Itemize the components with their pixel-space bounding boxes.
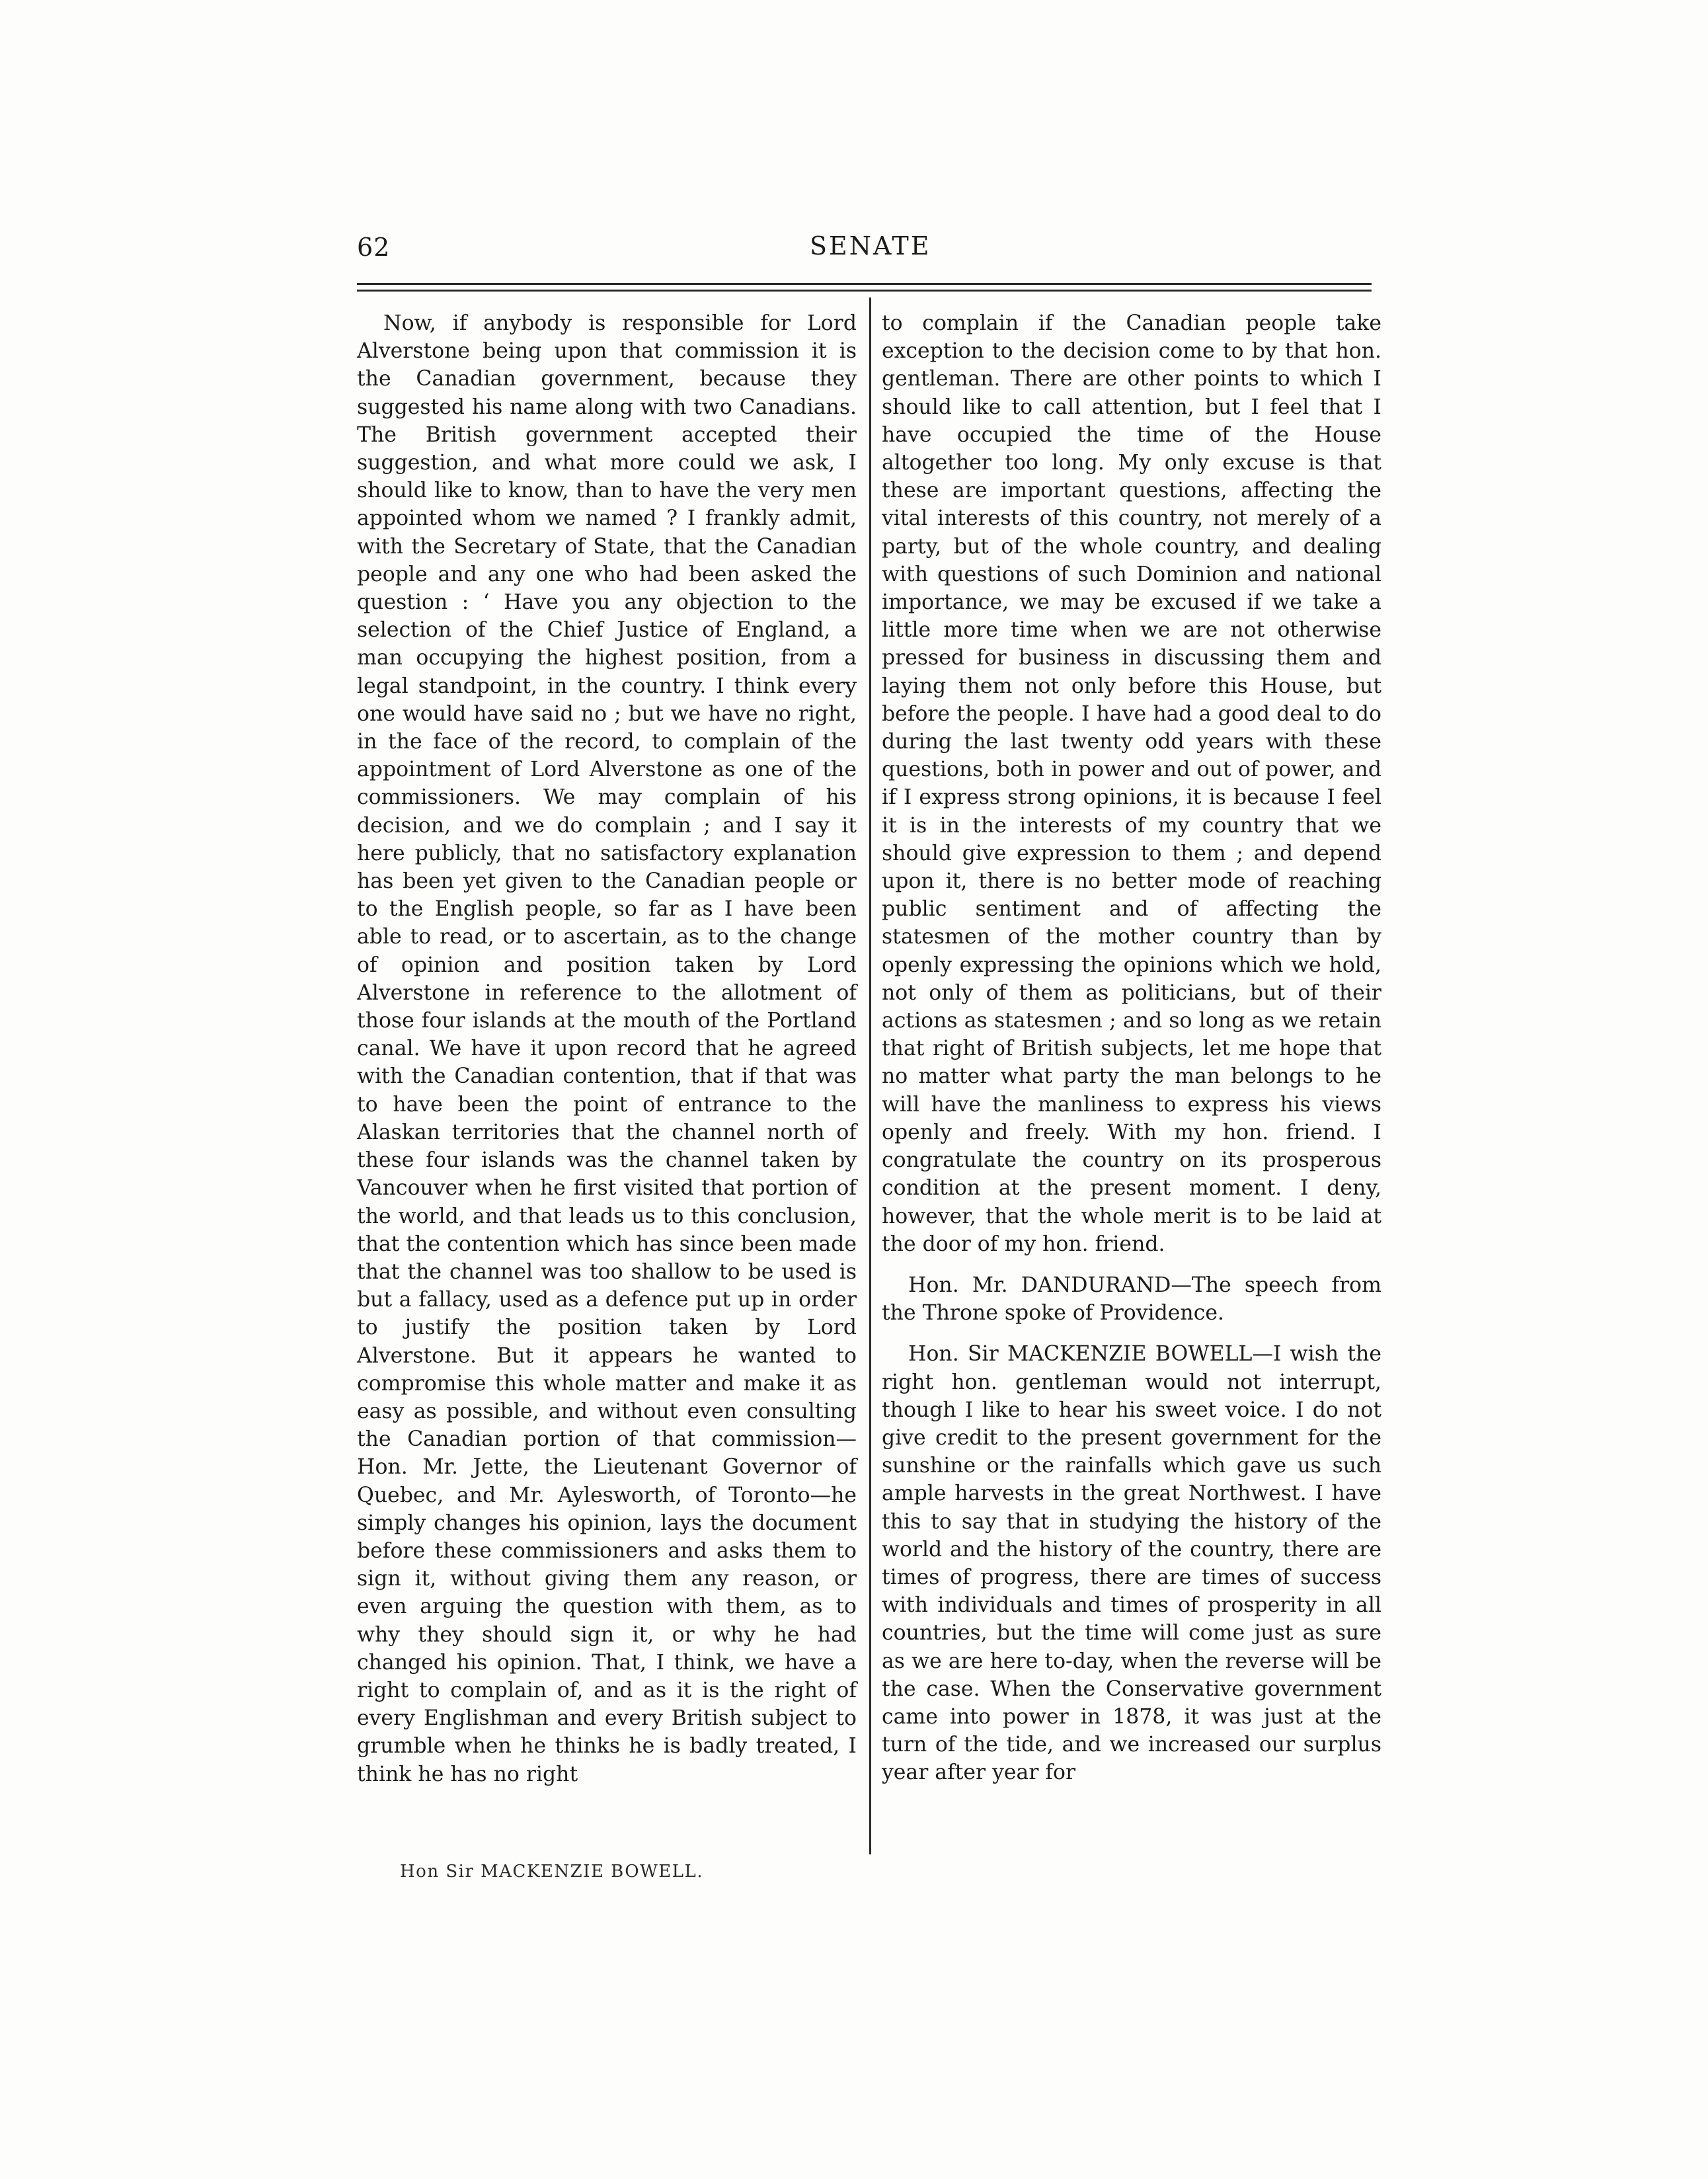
left-column	[357, 309, 857, 1788]
right-column-paragraph-bowell: Hon. Sir MACKENZIE BOWELL—I wish the right hon. gentleman would not interrupt, though I like to hear his sweet voice. I do not give credit to the present government for the sunshine or the rainfalls which gave us such ample harvests in the great Northwest. I have this to say that in studying the history of the world and the history of the country, there are times of progress, there are times of success with individuals and times of prosperity in all countries, but the time will come just as sure as we are here to-day, when the reverse will be the case. When the Conservative government came into power in 1878, it was just at the turn of the tide, and we increased our surplus year after year for	[882, 1342, 1381, 1785]
left-column-paragraph: Now, if anybody is responsible for Lord Alverstone being upon that commission it is the Canadian government, because they suggested his name along with two Canadians. The British government accepted their suggestion, and what more could we ask, I should like to know, than to have the very men appointed whom we named ? I frankly admit, with the Secretary of State, that the Canadian people and any one who had been asked the question : ‘ Have you any objection to the selection of the Chief Justice of England, a man occupying the highest position, from a legal standpoint, in the country. I think every one would have said no ; but we have no right, in the face of the record, to complain of the appointment of Lord Alverstone as one of the commissioners. We may complain of his decision, and we do complain ; and I say it here publicly, that no satisfactory explanation has been yet given to the Canadian people or to the English people, so far as I have been able to read, or to ascertain, as to the change of opinion and position taken by Lord Alverstone in reference to the allotment of those four islands at the mouth of the Portland canal. We have it upon record that he agreed with the Canadian contention, that if that was to have been the point of entrance to the Alaskan territories that the channel north of these four islands was the channel taken by Vancouver when he first visited that portion of the world, and that leads us to this conclusion, that the contention which has since been made that the channel was too shallow to be used is but a fallacy, used as a defence put up in order to justify the position taken by Lord Alverstone. But it appears he wanted to compromise this whole matter and make it as easy as possible, and without even consulting the Canadian portion of that commission—Hon. Mr. Jette, the Lieutenant Governor of Quebec, and Mr. Aylesworth, of Toronto—he simply changes his opinion, lays the document before these commissioners and asks them to sign it, without giving them any reason, or even arguing the question with them, as to why they should sign it, or why he had changed his opinion. That, I think, we have a right to complain of, and as it is the right of every Englishman and every British subject to grumble when he thinks he is badly treated, I think he has no right	[357, 311, 857, 1786]
page-number: 62	[357, 233, 391, 262]
running-head: SENATE	[810, 231, 931, 260]
footer-speaker: Hon Sir MACKENZIE BOWELL.	[400, 1862, 704, 1882]
right-column-paragraph-dandurand: Hon. Mr. DANDURAND—The speech from the Throne spoke of Providence.	[882, 1273, 1381, 1326]
right-column	[882, 309, 1381, 1787]
column-divider	[869, 297, 871, 1854]
header-rule-top	[357, 283, 1372, 285]
header-rule-bottom	[357, 290, 1372, 292]
right-column-paragraph-continued: to complain if the Canadian people take exception to the decision come to by that hon. gentleman. There are other points to which I should like to call attention, but I feel that I have occupied the time of the House altogether too long. My only excuse is that these are important questions, affecting the vital interests of this country, not merely of a party, but of the whole country, and dealing with questions of such Dominion and national importance, we may be excused if we take a little more time when we are not otherwise pressed for business in discussing them and laying them not only before this House, but before the people. I have had a good deal to do during the last twenty odd years with these questions, both in power and out of power, and if I express strong opinions, it is because I feel it is in the interests of my country that we should give expression to them ; and depend upon it, there is no better mode of reaching public sentiment and of affecting the statesmen of the mother country than by openly expressing the opinions which we hold, not only of them as politicians, but of their actions as statesmen ; and so long as we retain that right of British subjects, let me hope that no matter what party the man belongs to he will have the manliness to express his views openly and freely. With my hon. friend. I congratulate the country on its prosperous condition at the present moment. I deny, however, that the whole merit is to be laid at the door of my hon. friend.	[882, 311, 1381, 1256]
